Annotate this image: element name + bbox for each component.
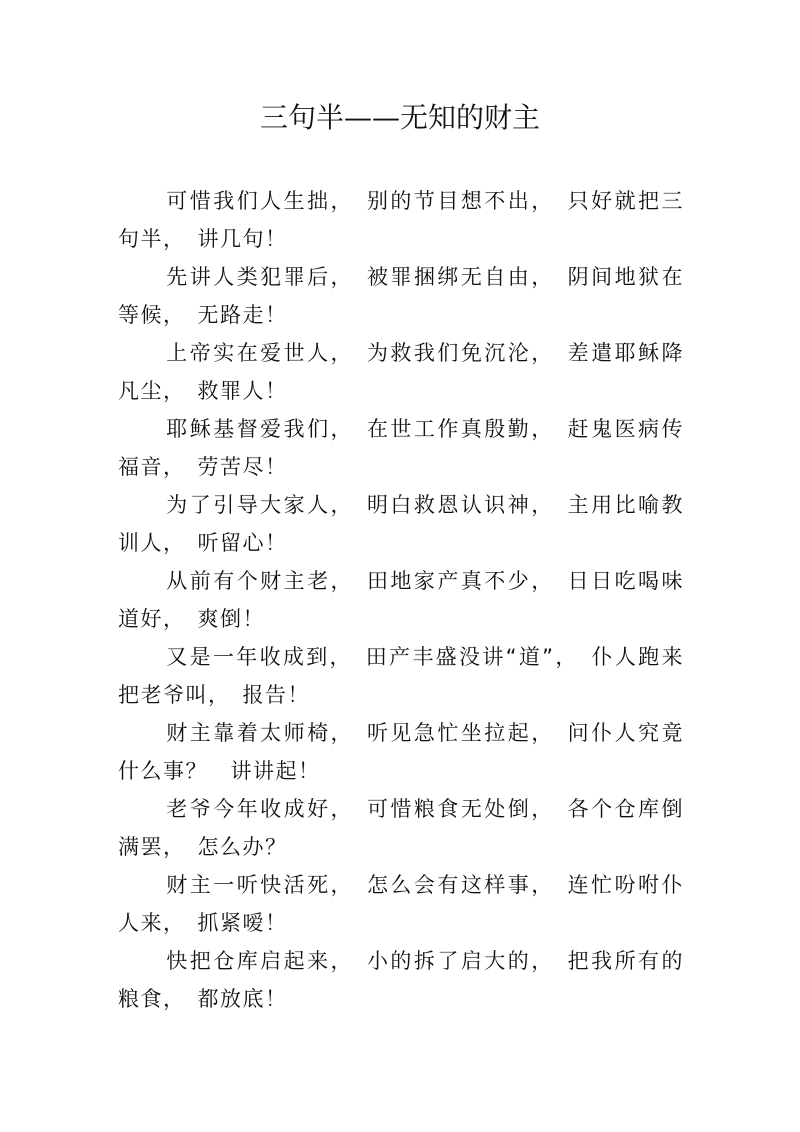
paragraph: 财主靠着太师椅， 听见急忙坐拉起， 问仆人究竟什么事？ 讲讲起！ <box>118 721 684 783</box>
paragraph: 先讲人类犯罪后， 被罪捆绑无自由， 阴间地狱在等候， 无路走！ <box>118 265 684 327</box>
paragraph: 耶稣基督爱我们， 在世工作真殷勤， 赶鬼医病传福音， 劳苦尽！ <box>118 417 684 479</box>
paragraph: 可惜我们人生拙， 别的节目想不出， 只好就把三句半， 讲几句！ <box>118 189 684 251</box>
paragraph: 为了引导大家人， 明白救恩认识神， 主用比喻教训人， 听留心！ <box>118 493 684 555</box>
paragraph: 老爷今年收成好， 可惜粮食无处倒， 各个仓库倒满罢， 怎么办？ <box>118 797 684 859</box>
document-body <box>118 182 684 1018</box>
paragraph: 从前有个财主老， 田地家产真不少， 日日吃喝味道好， 爽倒！ <box>118 569 684 631</box>
paragraph: 又是一年收成到， 田产丰盛没讲“道”， 仆人跑来把老爷叫， 报告！ <box>118 645 684 707</box>
paragraph: 快把仓库启起来， 小的拆了启大的， 把我所有的粮食， 都放底！ <box>118 949 684 1011</box>
document-title: 三句半——无知的财主 <box>259 101 540 134</box>
paragraph: 上帝实在爱世人， 为救我们免沉沦， 差遣耶稣降凡尘， 救罪人！ <box>118 341 684 403</box>
paragraph: 财主一听快活死， 怎么会有这样事， 连忙吩咐仆人来， 抓紧嗳！ <box>118 873 684 935</box>
